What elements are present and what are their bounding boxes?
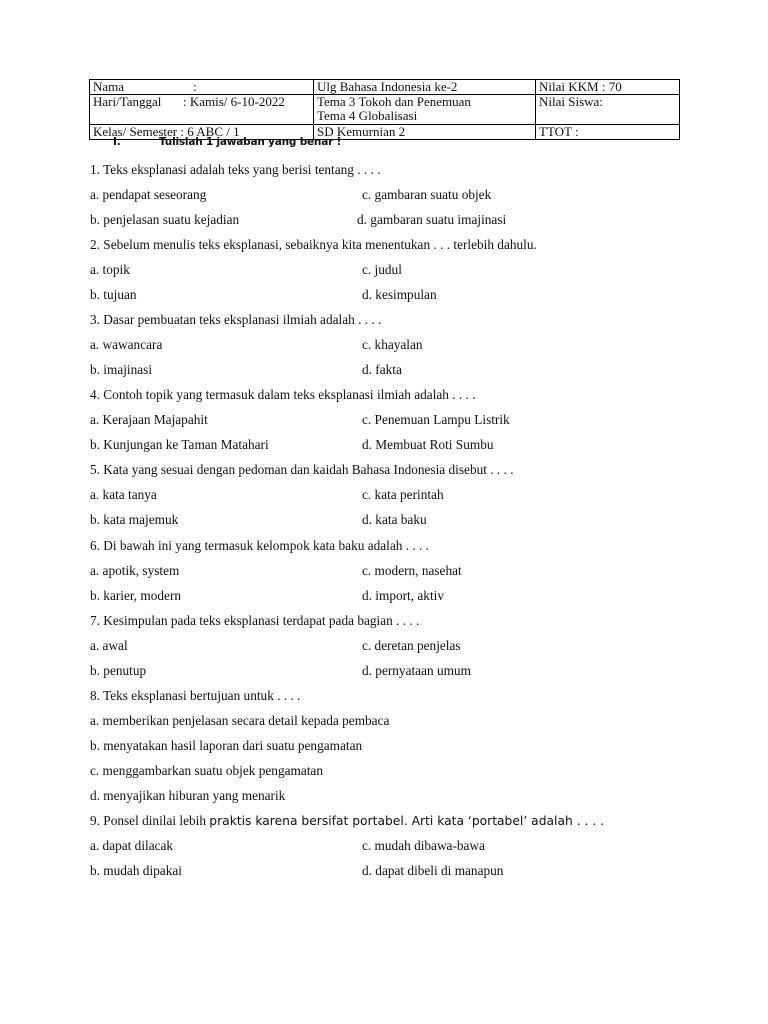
q3-option-a: a. wawancara <box>90 337 163 352</box>
question-8: 8. Teks eksplanasi bertujuan untuk . . . . <box>90 688 301 703</box>
question-3: 3. Dasar pembuatan teks eksplanasi ilmiah adalah . . . . <box>90 312 382 327</box>
q6-option-a: a. apotik, system <box>90 563 180 578</box>
question-6: 6. Di bawah ini yang termasuk kelompok kata baku adalah . . . . <box>90 538 429 553</box>
q4-option-b: b. Kunjungan ke Taman Matahari <box>90 437 269 452</box>
q8-option-a: a. memberikan penjelasan secara detail kepada pembaca <box>90 713 390 728</box>
q8-option-c: c. menggambarkan suatu objek pengamatan <box>90 763 323 778</box>
q1-option-b: b. penjelasan suatu kejadian <box>90 212 240 227</box>
header-table <box>89 79 680 140</box>
q6-option-d: d. import, aktiv <box>362 588 444 603</box>
q9-option-d: d. dapat dibeli di manapun <box>362 863 504 878</box>
q6-option-b: b. karier, modern <box>90 588 182 603</box>
q5-option-a: a. kata tanya <box>90 487 157 502</box>
q7-option-a: a. awal <box>90 638 128 653</box>
q7-option-c: c. deretan penjelas <box>362 638 461 653</box>
q3-option-c: c. khayalan <box>362 337 423 352</box>
question-2: 2. Sebelum menulis teks eksplanasi, sebaiknya kita menentukan . . . terlebih dahulu. <box>90 237 537 252</box>
name-separator: : <box>193 79 197 94</box>
class-cell: Kelas/ Semester : 6 ABC / 1 <box>90 125 314 140</box>
score-cell: Nilai Siswa: <box>536 95 680 125</box>
q7-option-b: b. penutup <box>90 663 147 678</box>
instruction <box>113 136 341 148</box>
q4-option-d: d. Membuat Roti Sumbu <box>362 437 494 452</box>
q2-option-a: a. topik <box>90 262 130 277</box>
q9-text-serif: 9. Ponsel dinilai lebih <box>90 813 210 828</box>
name-cell <box>90 80 314 95</box>
kkm-cell: Nilai KKM : 70 <box>536 80 680 95</box>
q8-option-d: d. menyajikan hiburan yang menarik <box>90 788 286 803</box>
theme-line-2: Tema 4 Globalisasi <box>317 108 418 123</box>
q3-option-d: d. fakta <box>362 362 402 377</box>
ttot-cell: TTOT : <box>536 125 680 140</box>
theme-cell <box>314 95 536 125</box>
subject-cell: Ulg Bahasa Indonesia ke-2 <box>314 80 536 95</box>
q9-option-b: b. mudah dipakai <box>90 863 182 878</box>
q3-option-b: b. imajinasi <box>90 362 153 377</box>
q5-option-d: d. kata baku <box>362 512 427 527</box>
q4-option-c: c. Penemuan Lampu Listrik <box>362 412 510 427</box>
instruction-number: I. <box>113 136 121 148</box>
q2-option-b: b. tujuan <box>90 287 137 302</box>
q5-option-c: c. kata perintah <box>362 487 444 502</box>
theme-line-1: Tema 3 Tokoh dan Penemuan <box>317 94 471 109</box>
q6-option-c: c. modern, nasehat <box>362 563 462 578</box>
question-5: 5. Kata yang sesuai dengan pedoman dan kaidah Bahasa Indonesia disebut . . . . <box>90 462 514 477</box>
q1-option-d: d. gambaran suatu imajinasi <box>357 212 507 227</box>
q2-option-d: d. kesimpulan <box>362 287 437 302</box>
q7-option-d: d. pernyataan umum <box>362 663 471 678</box>
question-1: 1. Teks eksplanasi adalah teks yang berisi tentang . . . . <box>90 162 381 177</box>
date-cell <box>90 95 314 125</box>
name-label: Nama <box>93 79 125 94</box>
school-cell: SD Kemurnian 2 <box>314 125 536 140</box>
q1-option-c: c. gambaran suatu objek <box>362 187 492 202</box>
question-7: 7. Kesimpulan pada teks eksplanasi terdapat pada bagian . . . . <box>90 613 420 628</box>
q5-option-b: b. kata majemuk <box>90 512 179 527</box>
date-label: Hari/Tanggal <box>93 94 162 109</box>
q2-option-c: c. judul <box>362 262 402 277</box>
question-9 <box>90 813 604 829</box>
date-value: : Kamis/ 6-10-2022 <box>183 94 285 109</box>
question-4: 4. Contoh topik yang termasuk dalam teks eksplanasi ilmiah adalah . . . . <box>90 387 476 402</box>
q8-option-b: b. menyatakan hasil laporan dari suatu pengamatan <box>90 738 363 753</box>
instruction-text: Tulislah 1 jawaban yang benar ! <box>159 136 342 148</box>
q9-option-a: a. dapat dilacak <box>90 838 174 853</box>
q1-option-a: a. pendapat seseorang <box>90 187 207 202</box>
q4-option-a: a. Kerajaan Majapahit <box>90 412 208 427</box>
q9-text-sans: praktis karena bersifat portabel. Arti kata ‘portabel’ adalah . . . . <box>209 814 605 828</box>
q9-option-c: c. mudah dibawa-bawa <box>362 838 485 853</box>
